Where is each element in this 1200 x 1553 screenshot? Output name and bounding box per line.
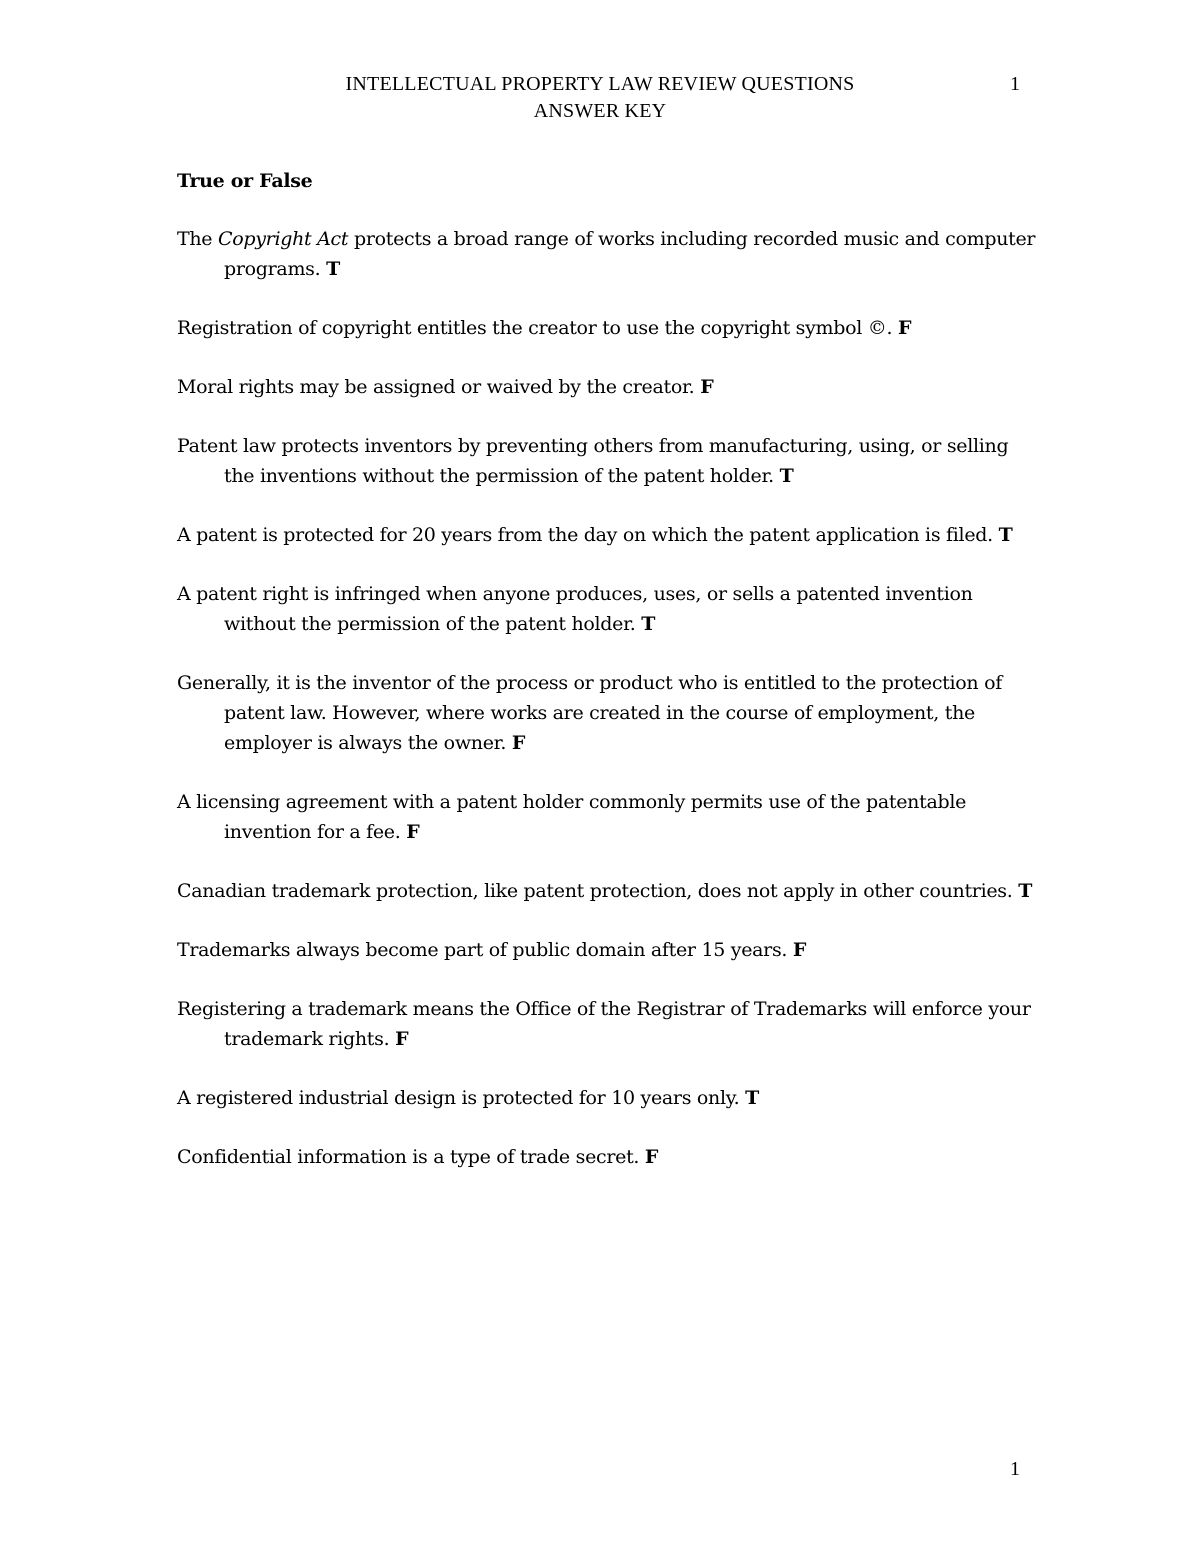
section-heading: True or False [177, 170, 313, 192]
question-text: A patent is protected for 20 years from the day on which the patent application is filed. [177, 524, 993, 546]
question-text: A licensing agreement with a patent holder commonly permits use of the patentable invention for a fee. [177, 791, 967, 843]
question-7 [177, 668, 1037, 758]
header-title: INTELLECTUAL PROPERTY LAW REVIEW QUESTIONS [345, 73, 855, 95]
question-6 [177, 579, 1037, 639]
document-body [177, 166, 1037, 1201]
question-text: Moral rights may be assigned or waived by the creator. [177, 376, 695, 398]
question-text: Generally, it is the inventor of the process or product who is entitled to the protection of patent law. However, where works are created in the course of employment, the employer is always the owner. [177, 672, 1002, 754]
question-text-pre: The [177, 228, 218, 250]
answer: F [644, 1146, 659, 1168]
answer: F [700, 376, 714, 398]
page-number-top: 1 [1010, 73, 1020, 95]
question-8 [177, 787, 1037, 847]
page-number-bottom: 1 [1010, 1458, 1020, 1480]
answer: T [1018, 880, 1033, 902]
question-text: A patent right is infringed when anyone produces, uses, or sells a patented invention without the permission of the patent holder. [177, 583, 973, 635]
answer: T [998, 524, 1013, 546]
question-13 [177, 1142, 1037, 1172]
header-subtitle: ANSWER KEY [533, 100, 667, 122]
question-5 [177, 520, 1037, 550]
answer: T [779, 465, 794, 487]
answer: F [897, 317, 912, 339]
answer: F [406, 821, 420, 843]
question-3 [177, 372, 1037, 402]
question-text: Trademarks always become part of public domain after 15 years. [177, 939, 788, 961]
question-text: A registered industrial design is protected for 10 years only. [177, 1087, 740, 1109]
answer: T [745, 1087, 759, 1109]
answer: F [395, 1028, 409, 1050]
question-text: protects a broad range of works including recorded music and computer programs. [224, 228, 1036, 280]
question-text: Confidential information is a type of trade secret. [177, 1146, 640, 1168]
question-12 [177, 1083, 1037, 1113]
answer: F [511, 732, 526, 754]
answer: T [326, 258, 340, 280]
question-2 [177, 313, 1037, 343]
question-4 [177, 431, 1037, 491]
question-text: Canadian trademark protection, like patent protection, does not apply in other countries. [177, 880, 1013, 902]
answer: T [641, 613, 656, 635]
question-11 [177, 994, 1037, 1054]
question-text: Patent law protects inventors by preventing others from manufacturing, using, or selling the inventions without the permission of the patent holder. [177, 435, 1009, 487]
question-10 [177, 935, 1037, 965]
question-text: Registering a trademark means the Office of the Registrar of Trademarks will enforce your trademark rights. [177, 998, 1031, 1050]
answer: F [792, 939, 807, 961]
question-9 [177, 876, 1037, 906]
question-1 [177, 224, 1037, 284]
question-text-italic: Copyright Act [218, 228, 349, 250]
question-text: Registration of copyright entitles the creator to use the copyright symbol ©. [177, 317, 898, 339]
